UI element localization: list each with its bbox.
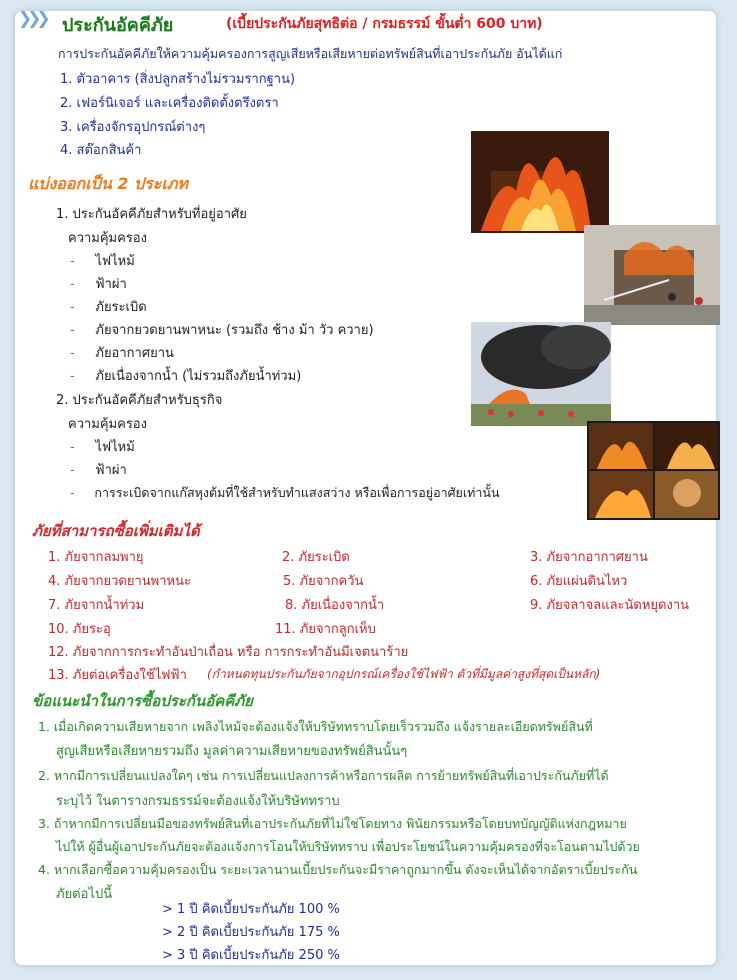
extra-item: 8. ภัยเนื่องจากน้ำ	[285, 598, 385, 613]
advice-line: ภัยต่อไปนี้	[56, 887, 113, 902]
coverage-item: - ภัยอากาศยาน	[70, 346, 174, 361]
types-heading: แบ่งออกเป็น 2 ประเภท	[28, 174, 188, 193]
double-chevron-icon: ❯❯❯	[18, 9, 46, 29]
coverage-item: - ไฟไหม้	[70, 254, 135, 269]
extra-item: 7. ภัยจากน้ำท่วม	[48, 598, 145, 613]
extra-item: 10. ภัยระอุ	[48, 622, 111, 637]
extra-item: 11. ภัยจากลูกเห็บ	[275, 622, 376, 637]
advice-heading: ข้อแนะนำในการซื้อประกันอัคคีภัย	[32, 692, 253, 710]
business-title: 2. ประกันอัคคีภัยสำหรับธุรกิจ	[56, 393, 223, 408]
coverage-item: - ฟ้าผ่า	[70, 277, 127, 292]
smoke-crowd-photo	[471, 322, 611, 426]
extra-item: 1. ภัยจากลมพายุ	[48, 550, 144, 565]
extra-item: 6. ภัยแผ่นดินไหว	[530, 574, 628, 589]
coverage-item: - การระเบิดจากแก๊สหุงต้มที่ใช้สำหรับทำแสงสว่าง หรือเพื่อการอยู่อาศัยเท่านั้น	[70, 485, 500, 500]
extra-item: 5. ภัยจากควัน	[283, 574, 364, 589]
coverage-item: - ภัยเนื่องจากน้ำ (ไม่รวมถึงภัยน้ำท่วม)	[70, 369, 302, 384]
advice-line: ไปให้ ผู้อื่นผู้เอาประกันภัยจะต้องแจ้งการโอนให้บริษัททราบ เพื่อประโยชน์ในความคุ้มครองที่จะโอนตามไปด้วย	[56, 839, 640, 854]
coverage-item: - ไฟไหม้	[70, 440, 135, 455]
advice-line: 2. หากมีการเปลี่ยนแปลงใดๆ เช่น การเปลี่ยนแปลงการค้าหรือการผลิต การย้ายทรัพย์สินที่เอาประกันภัยที่ได้	[38, 768, 609, 783]
intro-text: การประกันอัคคีภัยให้ความคุ้มครองการสูญเสียหรือเสียหายต่อทรัพย์สินที่เอาประกันภัย อันได้แก่	[58, 46, 563, 61]
business-coverage-label: ความคุ้มครอง	[68, 417, 147, 432]
intro-item: 1. ตัวอาคาร (สิ่งปลูกสร้างไม่รวมรากฐาน)	[60, 72, 296, 87]
intro-item: 3. เครื่องจักรอุปกรณ์ต่างๆ	[60, 120, 206, 135]
extra-item: 12. ภัยจากการกระทำอันป่าเถื่อน หรือ การกระทำอันมีเจตนาร้าย	[48, 645, 409, 660]
coverage-item: - ภัยจากยวดยานพาหนะ (รวมถึง ช้าง ม้า วัว ควาย)	[70, 323, 374, 338]
advice-line: ระบุไว้ ในตารางกรมธรรม์จะต้องแจ้งให้บริษัททราบ	[56, 794, 340, 809]
rate-line: > 3 ปี คิดเบี้ยประกันภัย 250 %	[162, 948, 340, 963]
advice-line: สูญเสียหรือเสียหายรวมถึง มูลค่าความเสียหายของทรัพย์สินนั้นๆ	[56, 744, 408, 759]
extra-heading: ภัยที่สามารถซื้อเพิ่มเติมได้	[32, 522, 200, 540]
extra-item: 2. ภัยระเบิด	[282, 550, 350, 565]
coverage-item: - ภัยระเบิด	[70, 300, 147, 315]
residential-coverage-label: ความคุ้มครอง	[68, 231, 147, 246]
rate-line: > 2 ปี คิดเบี้ยประกันภัย 175 %	[162, 925, 340, 940]
fire-collage-photo	[587, 421, 720, 520]
intro-item: 2. เฟอร์นิเจอร์ และเครื่องติดตั้งตรึงตรา	[60, 96, 279, 111]
advice-line: 1. เมื่อเกิดความเสียหายจาก เพลิงไหม้จะต้องแจ้งให้บริษัททราบโดยเร็วรวมถึง แจ้งรายละเอียดทรัพย์สินที่	[38, 719, 593, 734]
page-title: ประกันอัคคีภัย	[62, 15, 174, 36]
coverage-item: - ฟ้าผ่า	[70, 463, 127, 478]
residential-title: 1. ประกันอัคคีภัยสำหรับที่อยู่อาศัย	[56, 207, 247, 222]
burning-house-photo	[471, 131, 609, 233]
intro-item: 4. สต๊อกสินค้า	[60, 143, 142, 158]
extra-item: 13. ภัยต่อเครื่องใช้ไฟฟ้า	[48, 668, 187, 683]
advice-line: 4. หากเลือกซื้อความคุ้มครองเป็น ระยะเวลานานเบี้ยประกันจะมีราคาถูกมากขึ้น ดังจะเห็นได้จากอัตราเบี้ยประกัน	[38, 862, 638, 877]
extra-item: 9. ภัยจลาจลและนัดหยุดงาน	[530, 598, 690, 613]
rate-line: > 1 ปี คิดเบี้ยประกันภัย 100 %	[162, 902, 340, 917]
extra-note: (กำหนดทุนประกันภัยจากอุปกรณ์เครื่องใช้ไฟฟ้า ตัวที่มีมูลค่าสูงที่สุดเป็นหลัก)	[207, 667, 601, 681]
advice-line: 3. ถ้าหากมีการเปลี่ยนมือของทรัพย์สินที่เอาประกันภัยที่ไม่ใช่โดยทาง พินัยกรรมหรือโดยบทบัญญัติแห่งกฎหมาย	[38, 816, 627, 831]
extra-item: 3. ภัยจากอากาศยาน	[530, 550, 648, 565]
extra-item: 4. ภัยจากยวดยานพาหนะ	[48, 574, 191, 589]
firefighters-photo	[584, 225, 720, 325]
page-subtitle: (เบี้ยประกันภัยสุทธิต่อ / กรมธรรม์ ขั้นต่ำ 600 บาท)	[226, 16, 543, 32]
